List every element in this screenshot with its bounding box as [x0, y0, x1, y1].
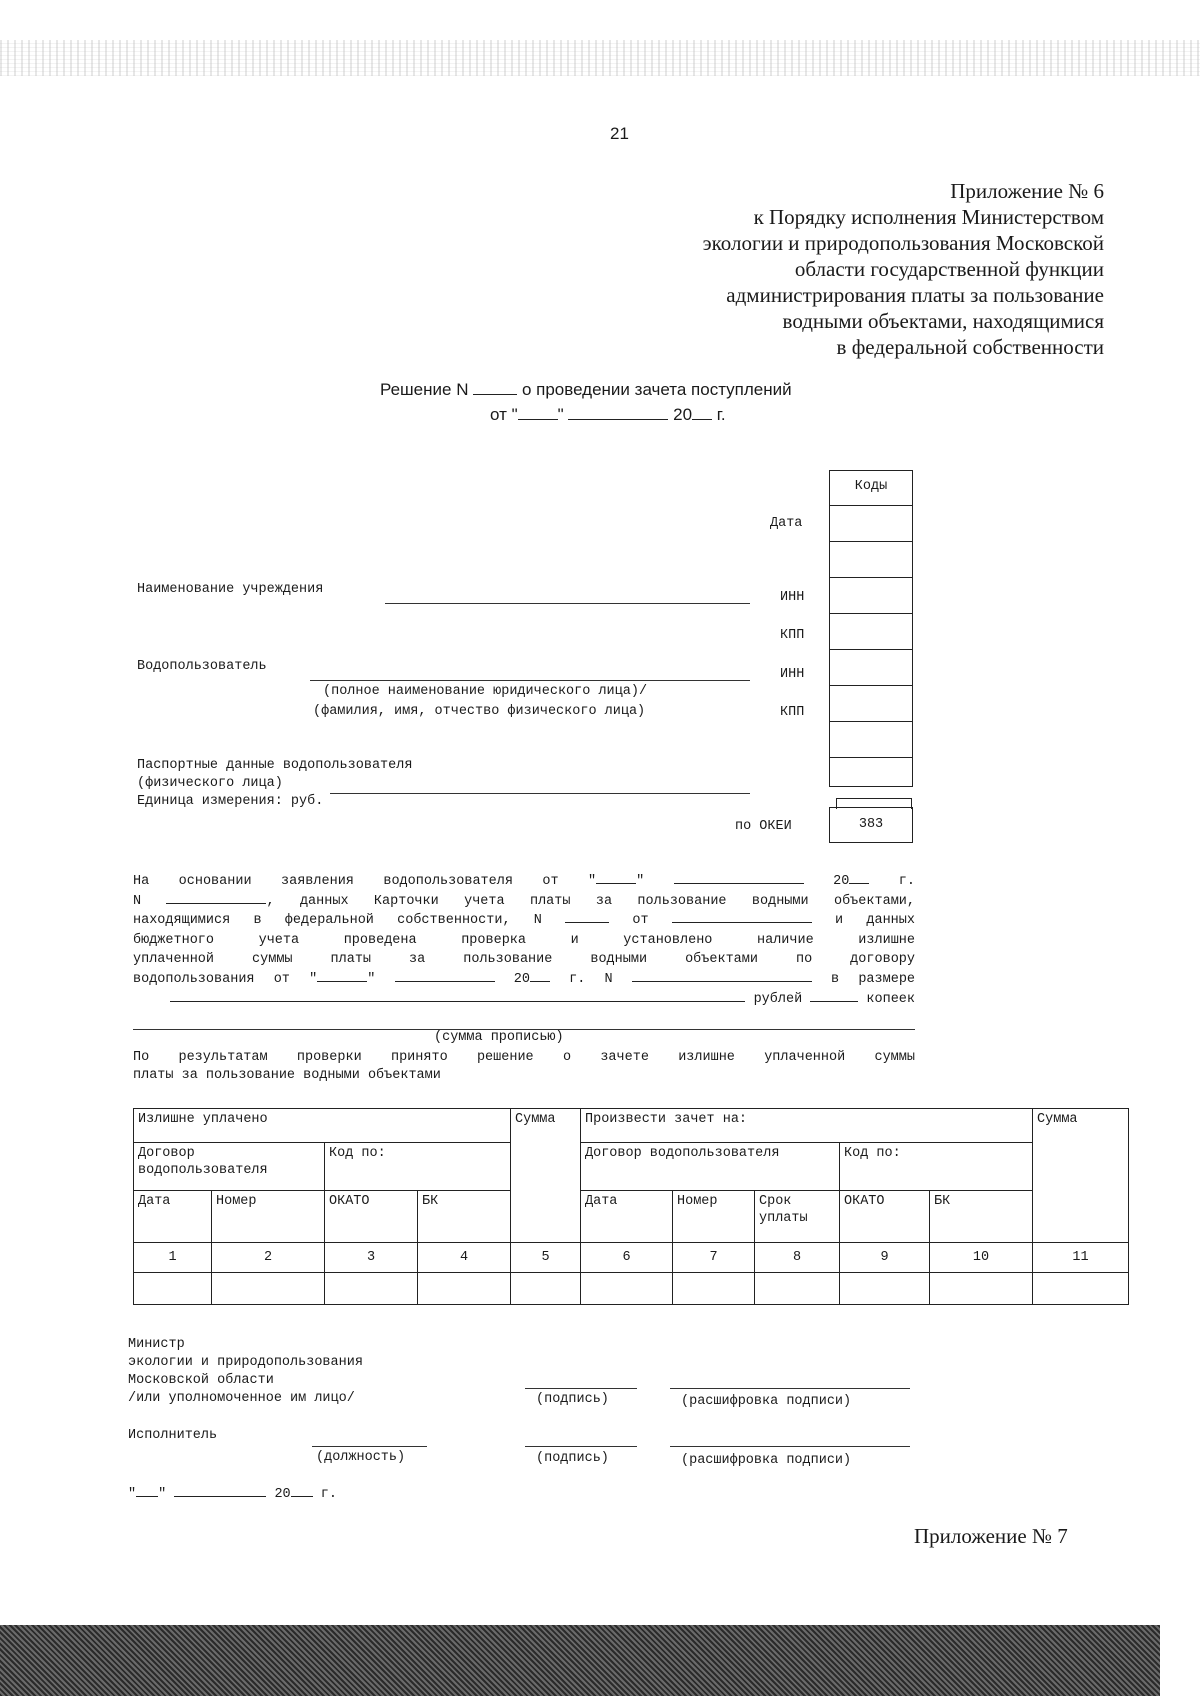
col-number: 6	[581, 1243, 673, 1273]
codes-header: Коды	[854, 479, 888, 494]
table-cell-empty[interactable]	[511, 1273, 581, 1305]
appendix-header-line: водными объектами, находящимися	[782, 309, 1104, 333]
code-cell-date[interactable]	[829, 505, 913, 542]
label-okei: по ОКЕИ	[735, 819, 792, 834]
table-cell-empty[interactable]	[418, 1273, 511, 1305]
para-text: копеек	[866, 991, 915, 1007]
signature-date	[128, 1487, 337, 1502]
para-text: 20	[833, 874, 850, 889]
minister-decode-hint: (расшифровка подписи)	[681, 1394, 852, 1409]
institution-label: Наименование учреждения	[137, 582, 324, 597]
minister-line: /или уполномоченное им лицо/	[128, 1391, 355, 1406]
date-quote-close: "	[557, 405, 564, 424]
col-number: 1	[134, 1243, 212, 1273]
executor-label: Исполнитель	[128, 1428, 218, 1443]
offset-table	[133, 1108, 1129, 1305]
date-quote-open: от "	[490, 405, 518, 424]
col-number: 3	[325, 1243, 418, 1273]
okei-bracket	[836, 798, 912, 809]
para-text: водопользования от "	[133, 971, 318, 987]
header-contract2: Договор водопользователя	[581, 1143, 840, 1191]
date-text: 20	[274, 1487, 291, 1502]
executor-position-field[interactable]	[312, 1446, 427, 1447]
code-cell-kpp1[interactable]	[829, 613, 913, 650]
executor-signature-hint: (подпись)	[536, 1451, 609, 1466]
date-text: г.	[320, 1487, 337, 1502]
para-text: в размере	[831, 971, 916, 987]
code-cell-extra1[interactable]	[829, 721, 913, 758]
minister-block	[128, 1336, 363, 1408]
para-text: N	[133, 893, 142, 909]
appendix-header-line: администрирования платы за пользование	[726, 283, 1104, 307]
institution-field[interactable]	[385, 603, 750, 604]
passport-field[interactable]	[330, 793, 750, 794]
date-text: "	[128, 1487, 137, 1502]
header-date2: Дата	[581, 1191, 673, 1243]
header-overpaid: Излишне уплачено	[134, 1109, 511, 1143]
para-text: г.	[898, 874, 915, 889]
header-term: Срок уплаты	[755, 1191, 840, 1243]
label-inn2: ИНН	[780, 667, 805, 682]
para-line-4: бюджетного учета проведена проверка и установлено наличие излишне	[133, 932, 915, 948]
header-code-by1: Код по:	[325, 1143, 511, 1191]
para-text: от	[632, 913, 649, 929]
scan-footer-band	[0, 1625, 1160, 1696]
result-paragraph	[133, 1049, 915, 1085]
water-user-hint1: (полное наименование юридического лица)/	[323, 684, 648, 699]
code-cell-blank[interactable]	[829, 541, 913, 578]
minister-line: Министр	[128, 1337, 185, 1352]
codes-header-cell	[829, 470, 913, 506]
page-number: 21	[610, 124, 629, 143]
header-okato1: ОКАТО	[325, 1191, 418, 1243]
table-cell-empty[interactable]	[134, 1273, 212, 1305]
col-number: 7	[673, 1243, 755, 1273]
sum-in-words-hint: (сумма прописью)	[434, 1030, 564, 1045]
header-contract1: Договор водопользователя	[134, 1143, 325, 1191]
table-cell-empty[interactable]	[581, 1273, 673, 1305]
water-user-hint2: (фамилия, имя, отчество физического лица)	[313, 704, 646, 719]
date-text: "	[158, 1487, 167, 1502]
header-bk1: БК	[418, 1191, 511, 1243]
appendix-header-line: экологии и природопользования Московской	[702, 231, 1104, 255]
scan-noise-top	[0, 40, 1200, 76]
header-number1: Номер	[212, 1191, 325, 1243]
col-number: 2	[212, 1243, 325, 1273]
label-kpp2: КПП	[780, 705, 805, 720]
appendix-header-line: в федеральной собственности	[836, 335, 1104, 359]
para-text: рублей	[753, 991, 803, 1007]
para-line-5: уплаченной суммы платы за пользование водными объектами по договору	[133, 952, 915, 968]
table-cell-empty[interactable]	[840, 1273, 930, 1305]
minister-signature-field[interactable]	[525, 1388, 637, 1389]
passport-label-sub: (физического лица)	[137, 776, 283, 791]
next-appendix: Приложение № 7	[914, 1524, 1068, 1548]
passport-label: Паспортные данные водопользователя	[137, 758, 413, 773]
minister-signature-hint: (подпись)	[536, 1392, 609, 1407]
para-text: г. N	[569, 971, 613, 987]
date-year-suffix: г.	[716, 405, 726, 424]
para-text: находящимися в федеральной собственности, N	[133, 913, 542, 929]
result-line-2: платы за пользование водными объектами	[133, 1068, 441, 1083]
appendix-header-line: области государственной функции	[794, 257, 1104, 281]
label-date: Дата	[770, 516, 803, 531]
table-cell-empty[interactable]	[1033, 1273, 1129, 1305]
header-offset-to: Произвести зачет на:	[581, 1109, 1033, 1143]
decision-subject: о проведении зачета поступлений	[521, 380, 792, 399]
para-text: и данных	[835, 913, 915, 929]
executor-position-hint: (должность)	[316, 1450, 406, 1465]
label-kpp1: КПП	[780, 628, 805, 643]
okei-value: 383	[858, 817, 884, 832]
header-sum: Сумма	[511, 1109, 581, 1243]
appendix-header	[584, 178, 1104, 360]
para-text: На основании заявления водопользователя от "	[133, 874, 597, 889]
code-cell-inn1[interactable]	[829, 577, 913, 614]
label-inn1: ИНН	[780, 590, 805, 605]
code-cell-extra2[interactable]	[829, 757, 913, 787]
header-bk2: БК	[930, 1191, 1033, 1243]
col-number: 8	[755, 1243, 840, 1273]
appendix-header-line: Приложение № 6	[950, 179, 1104, 203]
decision-label: Решение N	[380, 380, 469, 399]
col-number: 10	[930, 1243, 1033, 1273]
water-user-field[interactable]	[310, 680, 750, 681]
minister-decode-field[interactable]	[670, 1388, 910, 1389]
para-text: "	[636, 874, 645, 889]
para-line-3	[133, 911, 915, 931]
decision-paragraph	[133, 872, 915, 1009]
date-year-prefix: 20	[673, 405, 693, 424]
code-cell-kpp2[interactable]	[829, 685, 913, 722]
para-text: , данных Карточки учета платы за пользование водными объектами,	[266, 893, 915, 909]
col-number: 11	[1033, 1243, 1129, 1273]
decision-date	[490, 405, 726, 425]
code-cell-okei[interactable]	[829, 807, 913, 843]
para-line-1	[133, 872, 915, 892]
col-number: 4	[418, 1243, 511, 1273]
executor-decode-field[interactable]	[670, 1446, 910, 1447]
para-line-7	[133, 990, 915, 1010]
table-cell-empty[interactable]	[325, 1273, 418, 1305]
code-cell-inn2[interactable]	[829, 649, 913, 686]
table-cell-empty[interactable]	[930, 1273, 1033, 1305]
para-text: 20	[513, 971, 530, 987]
header-code-by2: Код по:	[840, 1143, 1033, 1191]
executor-decode-hint: (расшифровка подписи)	[681, 1453, 852, 1468]
header-date1: Дата	[134, 1191, 212, 1243]
result-line-1: По результатам проверки принято решение о зачете излишне уплаченной суммы	[133, 1050, 915, 1065]
header-number2: Номер	[673, 1191, 755, 1243]
para-text: "	[367, 971, 376, 987]
table-cell-empty[interactable]	[673, 1273, 755, 1305]
minister-line: Московской области	[128, 1373, 274, 1388]
decision-title	[380, 380, 792, 400]
minister-line: экологии и природопользования	[128, 1355, 363, 1370]
appendix-header-line: к Порядку исполнения Министерством	[753, 205, 1104, 229]
para-line-2	[133, 892, 915, 912]
executor-signature-field[interactable]	[525, 1446, 637, 1447]
header-sum2: Сумма	[1033, 1109, 1129, 1243]
header-okato2: ОКАТО	[840, 1191, 930, 1243]
table-cell-empty[interactable]	[212, 1273, 325, 1305]
col-number: 9	[840, 1243, 930, 1273]
para-line-6	[133, 970, 915, 990]
table-cell-empty[interactable]	[755, 1273, 840, 1305]
col-number: 5	[511, 1243, 581, 1273]
unit-label: Единица измерения: руб.	[137, 794, 324, 809]
water-user-label: Водопользователь	[137, 659, 267, 674]
